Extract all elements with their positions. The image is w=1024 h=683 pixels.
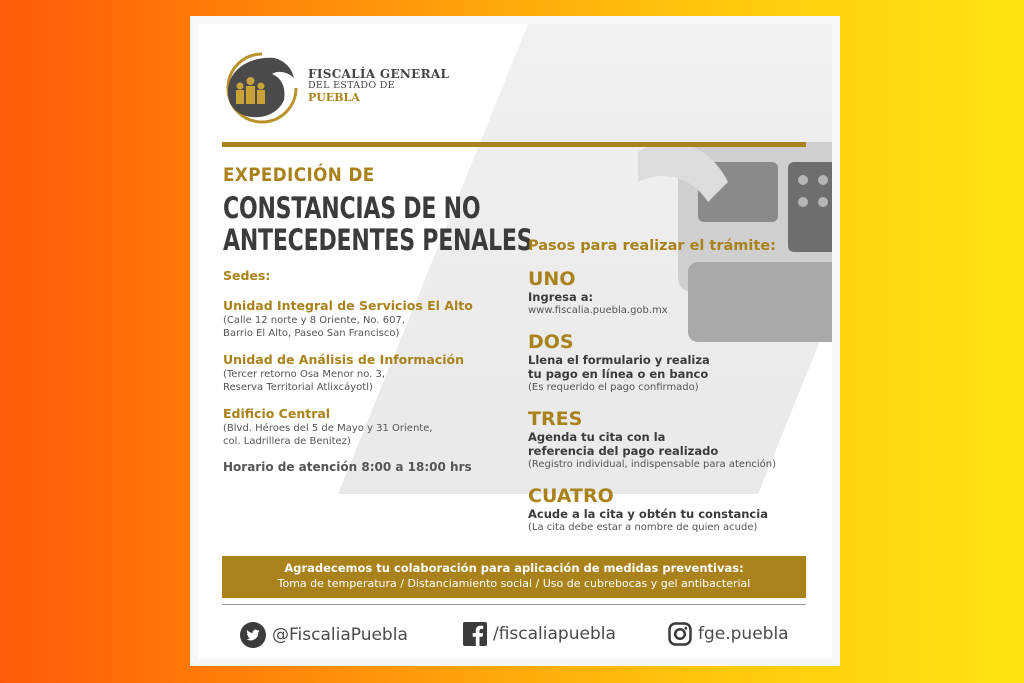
sede-address: (Blvd. Héroes del 5 de Mayo y 31 Oriente,: [223, 423, 433, 434]
org-line-2: DEL ESTADO DE: [308, 80, 395, 92]
step-text: Agenda tu cita con la: [528, 430, 666, 444]
instagram-link[interactable]: [668, 622, 789, 646]
step-note: (Registro individual, indispensable para atención): [528, 459, 777, 470]
step-item: [528, 408, 818, 471]
step-text: Ingresa a:: [528, 290, 594, 304]
facebook-handle: /fiscaliapuebla: [493, 624, 616, 644]
instagram-handle: fge.puebla: [698, 624, 789, 644]
step-text: Acude a la cita y obtén tu constancia: [528, 507, 768, 521]
banner-line-1: Agradecemos tu colaboración para aplicación de medidas preventivas:: [284, 561, 744, 575]
banner-line-2: Toma de temperatura / Distanciamiento social / Uso de cubrebocas y gel antibacterial: [277, 577, 751, 590]
sede-address: Barrio El Alto, Paseo San Francisco): [223, 328, 400, 339]
title-main: [223, 192, 532, 256]
twitter-handle: @FiscaliaPuebla: [272, 625, 408, 645]
sede-address: (Tercer retorno Osa Menor no. 3,: [223, 369, 386, 380]
sedes-section: [223, 268, 513, 474]
flyer-card: [190, 16, 840, 666]
footer-divider: [222, 604, 806, 605]
step-item: [528, 485, 818, 534]
step-number: TRES: [528, 408, 583, 430]
title-line-1: EXPEDICIÓN DE: [223, 164, 375, 186]
facebook-icon: [463, 622, 487, 646]
header-divider: [222, 142, 806, 147]
office-hours: Horario de atención 8:00 a 18:00 hrs: [223, 460, 472, 474]
sede-address: col. Ladrillera de Benitez): [223, 436, 351, 447]
steps-section: [528, 238, 818, 548]
sede-item: [223, 298, 513, 340]
sedes-label: Sedes:: [223, 268, 271, 283]
org-name: [308, 68, 449, 104]
facebook-link[interactable]: [463, 622, 616, 646]
step-note: (La cita debe estar a nombre de quien acude): [528, 522, 758, 533]
org-line-3: PUEBLA: [308, 90, 360, 104]
step-note: (Es requerido el pago confirmado): [528, 382, 699, 393]
sede-address: Reserva Territorial Atlixcáyotl): [223, 382, 373, 393]
title-line-3: ANTECEDENTES PENALES: [223, 223, 533, 257]
step-number: DOS: [528, 331, 574, 353]
sede-name: Edificio Central: [223, 406, 331, 421]
sede-address: (Calle 12 norte y 8 Oriente, No. 607,: [223, 315, 405, 326]
twitter-icon: [240, 622, 266, 648]
org-line-1: FISCALÍA GENERAL: [308, 67, 450, 81]
sede-item: [223, 406, 513, 448]
step-number: UNO: [528, 268, 576, 290]
sede-item: [223, 352, 513, 394]
sede-name: Unidad Integral de Servicios El Alto: [223, 298, 473, 313]
step-item: [528, 331, 818, 394]
twitter-link[interactable]: [240, 622, 408, 648]
step-item: [528, 268, 818, 317]
step-number: CUATRO: [528, 485, 614, 507]
step-text: Llena el formulario y realiza: [528, 353, 710, 367]
flyer-body: [198, 24, 832, 658]
steps-label: Pasos para realizar el trámite:: [528, 238, 776, 254]
step-text: referencia del pago realizado: [528, 444, 719, 458]
instagram-icon: [668, 622, 692, 646]
preventive-measures-banner: [222, 556, 806, 598]
sede-name: Unidad de Análisis de Información: [223, 352, 465, 367]
website-link[interactable]: www.fiscalia.puebla.gob.mx: [528, 305, 668, 316]
title-line-2: CONSTANCIAS DE NO: [223, 191, 481, 225]
step-text: tu pago en línea o en banco: [528, 367, 709, 381]
